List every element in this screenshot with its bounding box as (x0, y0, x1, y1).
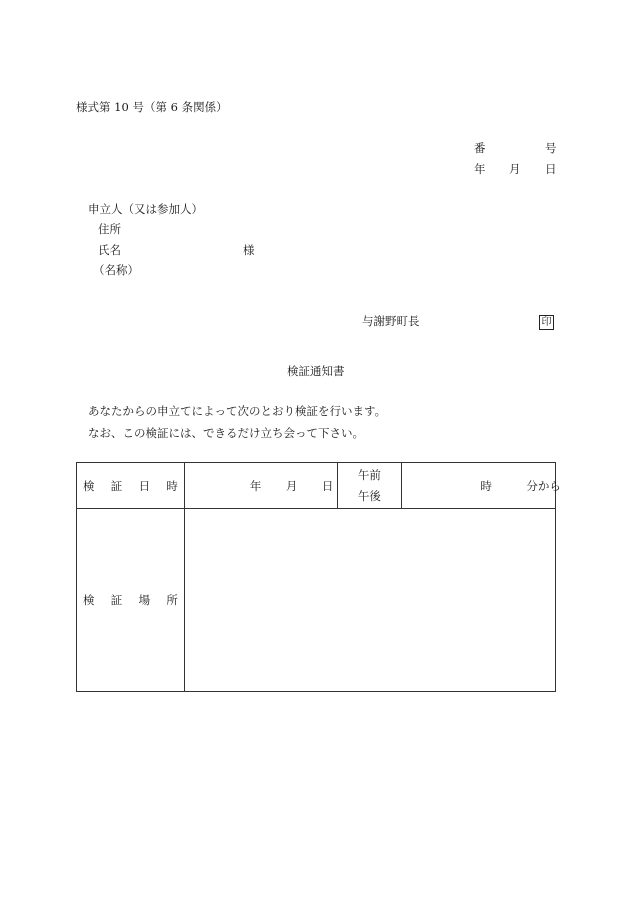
date-cell[interactable]: 年 月 日 (184, 463, 337, 509)
honorific-label: 様 (243, 243, 255, 257)
location-label: 検 証 場 所 (77, 509, 185, 692)
time-cell[interactable]: 時 分から (402, 463, 556, 509)
ampm-cell[interactable]: 午前 午後 (337, 463, 402, 509)
datetime-label: 検 証 日 時 (77, 463, 185, 509)
body-line-2: なお、この検証には、できるだけ立ち会って下さい。 (88, 426, 364, 440)
issuer-name: 与謝野町長 (362, 314, 420, 328)
seal-mark: 印 (539, 315, 554, 330)
document-title: 検証通知書 (287, 364, 345, 378)
name-label: 氏名 (98, 243, 121, 257)
table-row-datetime (77, 463, 556, 509)
location-field[interactable] (184, 509, 555, 692)
address-label: 住所 (98, 222, 121, 236)
body-line-1: あなたからの申立てによって次のとおり検証を行います。 (88, 404, 387, 418)
applicant-heading: 申立人（又は参加人） (88, 202, 203, 216)
organization-name-label: （名称） (93, 263, 139, 277)
inspection-table (76, 462, 561, 692)
table-row-location (77, 509, 556, 692)
form-number: 様式第 10 号（第 6 条関係） (76, 100, 228, 114)
